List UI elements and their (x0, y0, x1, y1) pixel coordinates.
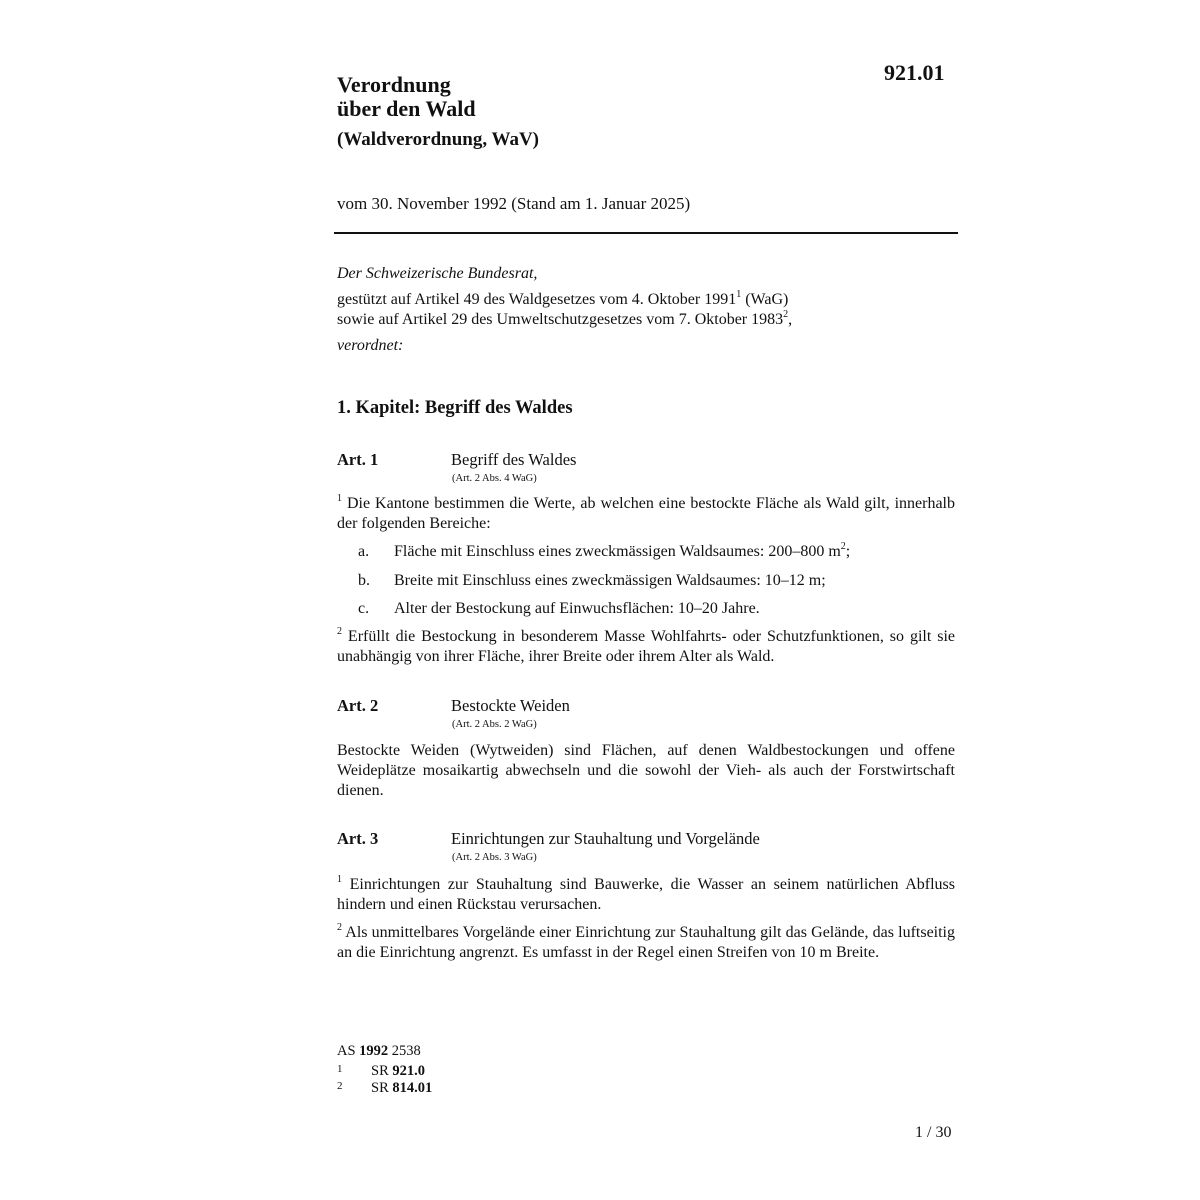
paragraph: Bestockte Weiden (Wytweiden) sind Flächen, auf denen Waldbestockungen und offene Weideplätze mosaikartig abwechseln und die sowohl der Vieh- als auch der Forstwirtschaft dienen. (337, 742, 955, 799)
horizontal-rule (334, 232, 958, 234)
footnote-as: AS 1992 2538 (337, 1043, 421, 1059)
document-page: 921.01 Verordnung über den Wald (Waldverordnung, WaV) vom 30. November 1992 (Stand am 1. Januar 2025) Der Schweizerische Bundesrat, gestützt auf Artikel 49 des Waldgesetzes vom 4. Oktober 1991$^1$ (WaG) sowie auf Artikel 29 des Umweltschutzgesetzes vom 7. Oktober 1983$^2$, verordnet: 1. Kapitel: Begriff des Waldes Art. 1 Begriff des Waldes (Art. 2 Abs. 4 WaG) $^1$ Die Kantone bestimmen die Werte, ab welchen eine bestockte Fläche als Wald gilt, innerhalb der folgenden Bereiche: a. Fläche mit Einschluss eines zweckmässigen Waldsaumes: 200–800 $m^2$; b. Breite mit Einschluss eines zweckmässigen Waldsaumes: 10–12 m; c. Alter der Bestockung auf Einwuchsflächen: 10–20 Jahre. $^2$ Erfüllt die Bestockung in besonderem Masse Wohlfahrts- oder Schutzfunktionen, so gilt sie unabhängig von ihrer Fläche, ihrer Breite oder ihrem Alter als Wald. Art. 2 Bestockte Weiden (Art. 2 Abs. 2 WaG) Bestockte Weiden (Wytweiden) sind Flächen, auf denen Waldbestockungen und offene Weideplätze mosaikartig abwechseln und die sowohl der Vieh- als auch der Forstwirtschaft dienen. Art. 3 Einrichtungen zur Stauhaltung und Vorgelände (Art. 2 Abs. 3 WaG) $^1$ Einrichtungen zur Stauhaltung sind Bauwerke, die Wasser an seinem natürlichen Abfluss hindern und einen Rückstau verursachen. $^2$ Als unmittelbares Vorgelände einer Einrichtung zur Stauhaltung gilt das Gelände, das luftseitig an die Einrichtung angrenzt. Es umfasst in der Regel einen Streifen von 10 m Breite. AS 1992 2538 1 SR 921.0 2 SR 814.01 1 / 30 (0, 0, 1200, 1200)
footnote-link[interactable]: 814.01 (392, 1080, 433, 1096)
article-reference: (Art. 2 Abs. 4 WaG) (452, 473, 537, 484)
legal-basis-1: gestützt auf Artikel 49 des Waldgesetzes vom 4. Oktober 1991$^1$ (WaG) (337, 288, 789, 308)
preamble (337, 264, 957, 356)
footnote-item: 2 SR 814.01 (337, 1080, 433, 1096)
enacting-clause: verordnet: (337, 337, 404, 354)
date-line: vom 30. November 1992 (Stand am 1. Januar 2025) (337, 194, 691, 213)
article-title: Einrichtungen zur Stauhaltung und Vorgelände (451, 829, 760, 848)
article-number: Art. 2 (337, 696, 379, 715)
page-title (337, 73, 476, 121)
footnote-item: 1 SR 921.0 (337, 1063, 425, 1079)
short-title: (Waldverordnung, WaV) (337, 129, 540, 150)
article-number: Art. 1 (337, 450, 379, 469)
paragraph: $^1$ Einrichtungen zur Stauhaltung sind Bauwerke, die Wasser an seinem natürlichen Abfluss hindern und einen Rückstau verursachen. (337, 873, 955, 913)
page-number: 1 / 30 (915, 1124, 952, 1141)
article-reference: (Art. 2 Abs. 3 WaG) (452, 852, 537, 863)
sr-number: 921.01 (884, 60, 945, 85)
article-number: Art. 3 (337, 829, 379, 848)
paragraph: $^1$ Die Kantone bestimmen die Werte, ab welchen eine bestockte Fläche als Wald gilt, innerhalb der folgenden Bereiche: (337, 492, 955, 532)
footnote-ref-2[interactable]: 2 (783, 308, 789, 320)
article-title: Bestockte Weiden (451, 696, 570, 715)
paragraph: $^2$ Erfüllt die Bestockung in besonderem Masse Wohlfahrts- oder Schutzfunktionen, so gilt sie unabhängig von ihrer Fläche, ihrer Breite oder ihrem Alter als Wald. (337, 625, 955, 665)
title-line-1: Verordnung (337, 72, 451, 97)
footnote-link[interactable]: 921.0 (392, 1063, 425, 1079)
article-title: Begriff des Waldes (451, 450, 577, 469)
authority: Der Schweizerische Bundesrat, (337, 265, 538, 282)
paragraph: $^2$ Als unmittelbares Vorgelände einer Einrichtung zur Stauhaltung gilt das Gelände, das luftseitig an die Einrichtung angrenzt. Es umfasst in der Regel einen Streifen von 10 m Breite. (337, 921, 955, 961)
footnote-ref-1[interactable]: 1 (736, 288, 742, 300)
chapter-heading: 1. Kapitel: Begriff des Waldes (337, 398, 573, 418)
title-line-2: über den Wald (337, 96, 476, 121)
legal-basis-2: sowie auf Artikel 29 des Umweltschutzgesetzes vom 7. Oktober 1983$^2$, (337, 308, 793, 328)
article-reference: (Art. 2 Abs. 2 WaG) (452, 719, 537, 730)
